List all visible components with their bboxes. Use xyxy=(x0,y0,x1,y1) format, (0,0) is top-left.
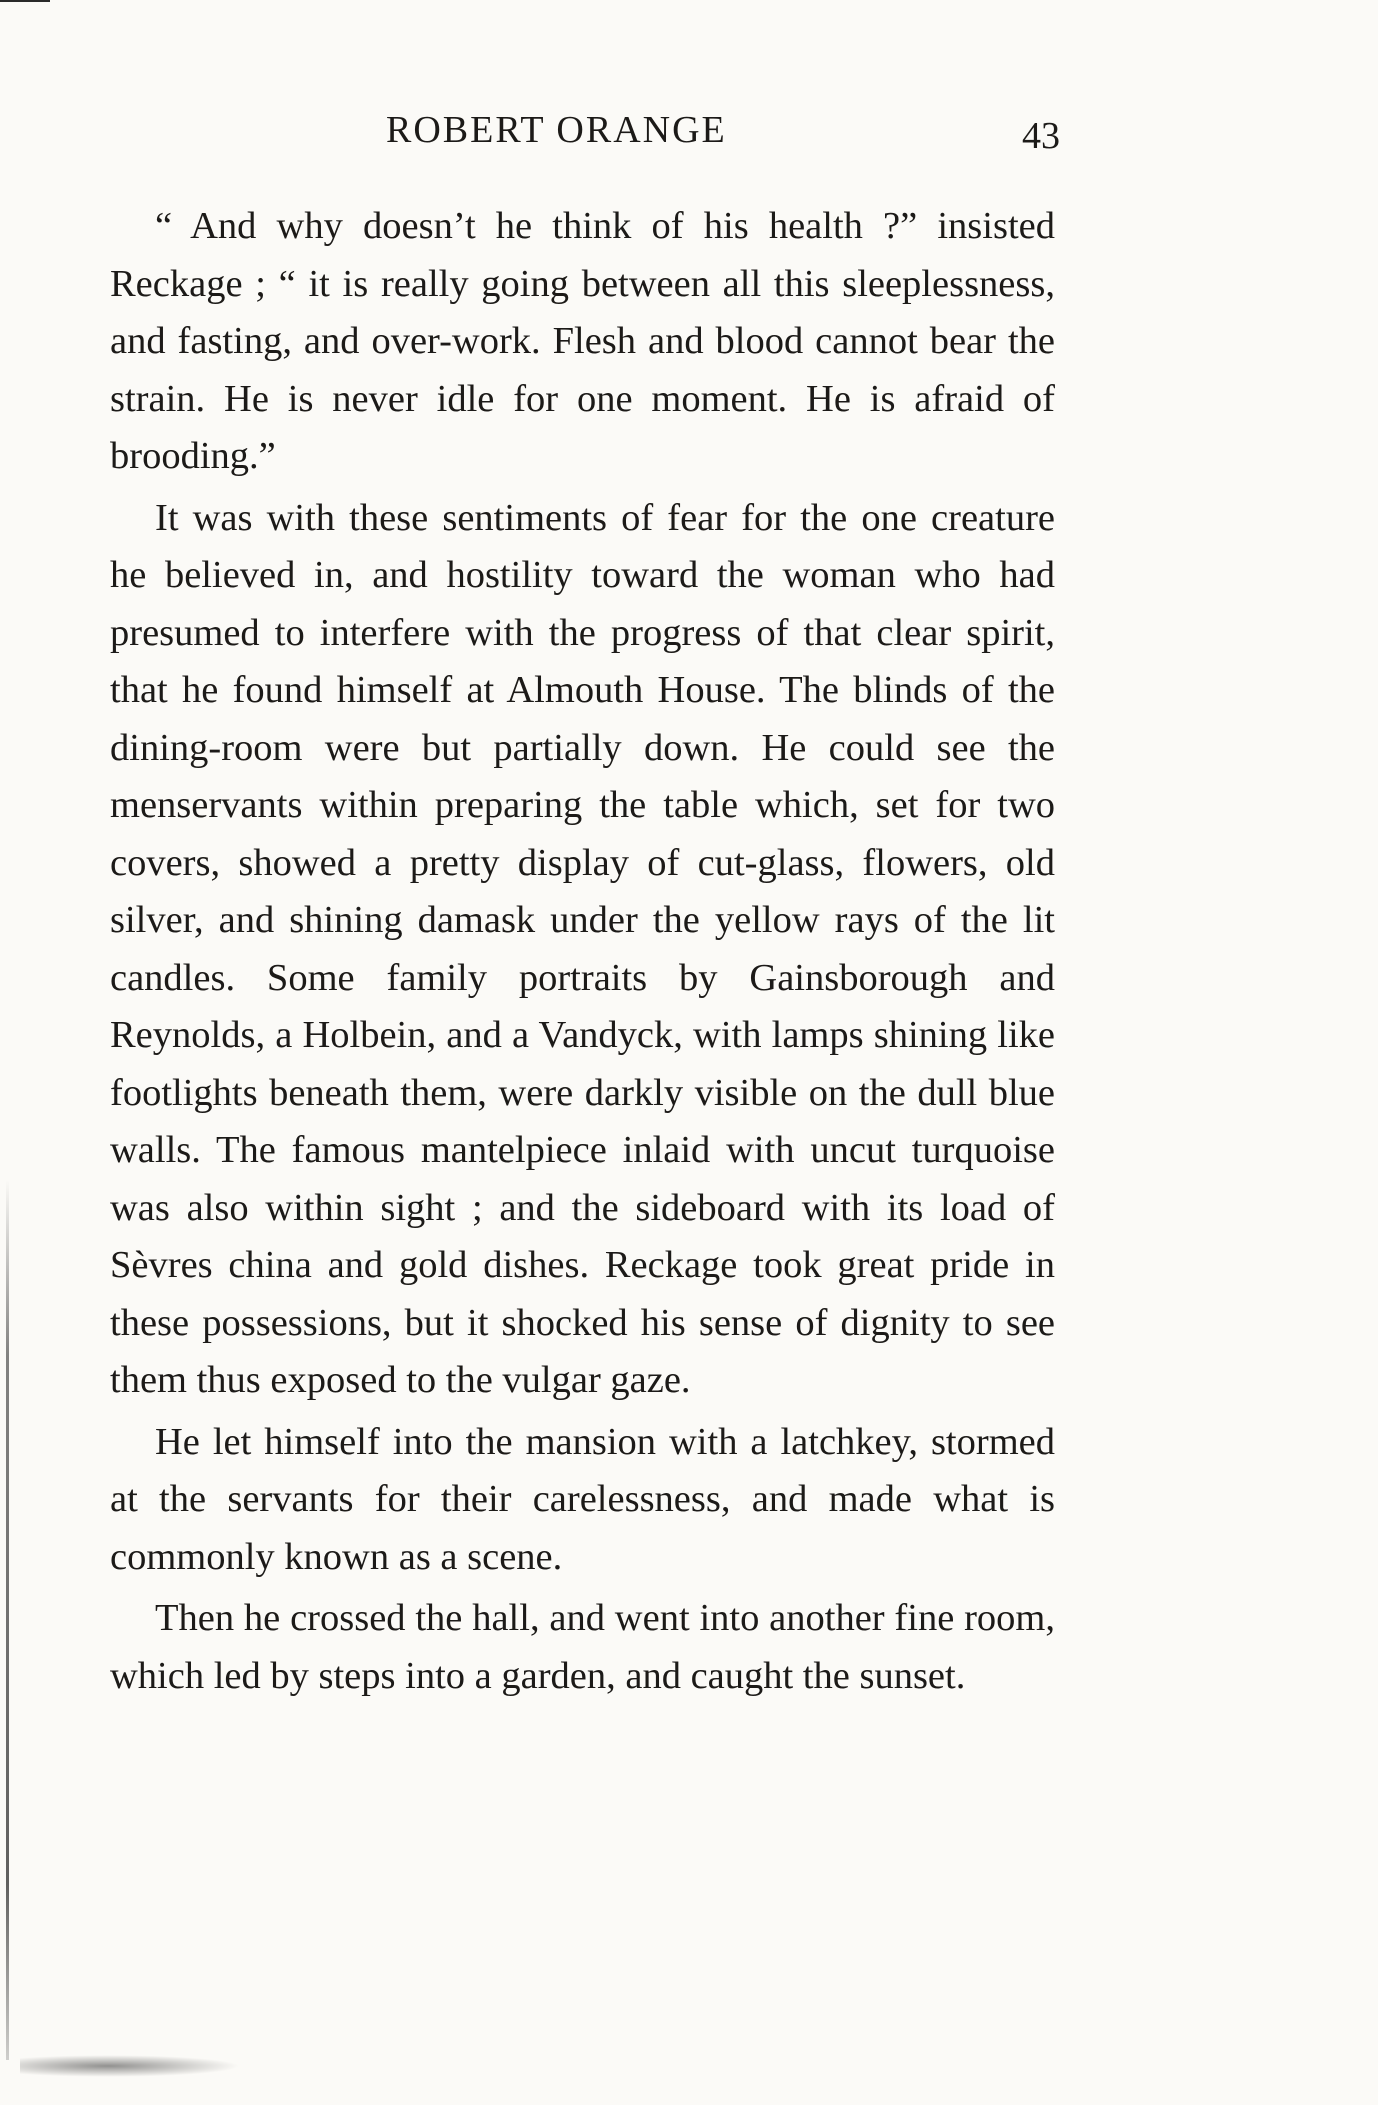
page-edge-mark xyxy=(0,0,50,2)
paragraph: It was with these sentiments of fear for the one creature he believed in, and hostility toward the woman who had presumed to interfere with the progress of that clear spirit, that he found himself at Almouth House. The blinds of the dining-room were but partially down. He could see the menservants within preparing the table which, set for two covers, showed a pretty display of cut-glass, flowers, old silver, and shining damask under the yellow rays of the lit candles. Some family portraits by Gainsborough and Reynolds, a Holbein, and a Vandyck, with lamps shining like footlights beneath them, were darkly visible on the dull blue walls. The famous mantelpiece inlaid with uncut turquoise was also within sight ; and the sideboard with its load of Sèvres china and gold dishes. Reckage took great pride in these possessions, but it shocked his sense of dignity to see them thus exposed to the vulgar gaze. xyxy=(110,496,1055,1401)
paragraph: “ And why doesn’t he think of his health ?” insisted Reckage ; “ it is really going between all this sleeplessness, and fasting, and over-work. Flesh and blood cannot bear the strain. He is never idle for one moment. He is afraid of brooding.” xyxy=(110,205,1055,477)
paragraph: He let himself into the mansion with a latchkey, stormed at the servants for their carelessness, and made what is commonly known as a scene. xyxy=(110,1420,1055,1578)
page-header xyxy=(0,108,1378,168)
paragraph: Then he crossed the hall, and went into another fine room, which led by steps into a garden, and caught the sunset. xyxy=(110,1597,1055,1697)
page-number: 43 xyxy=(1022,115,1060,157)
running-head: ROBERT ORANGE xyxy=(386,109,727,151)
body-text xyxy=(110,198,1055,1709)
print-smudge xyxy=(20,2055,240,2077)
binding-edge-shadow xyxy=(6,1180,9,2060)
